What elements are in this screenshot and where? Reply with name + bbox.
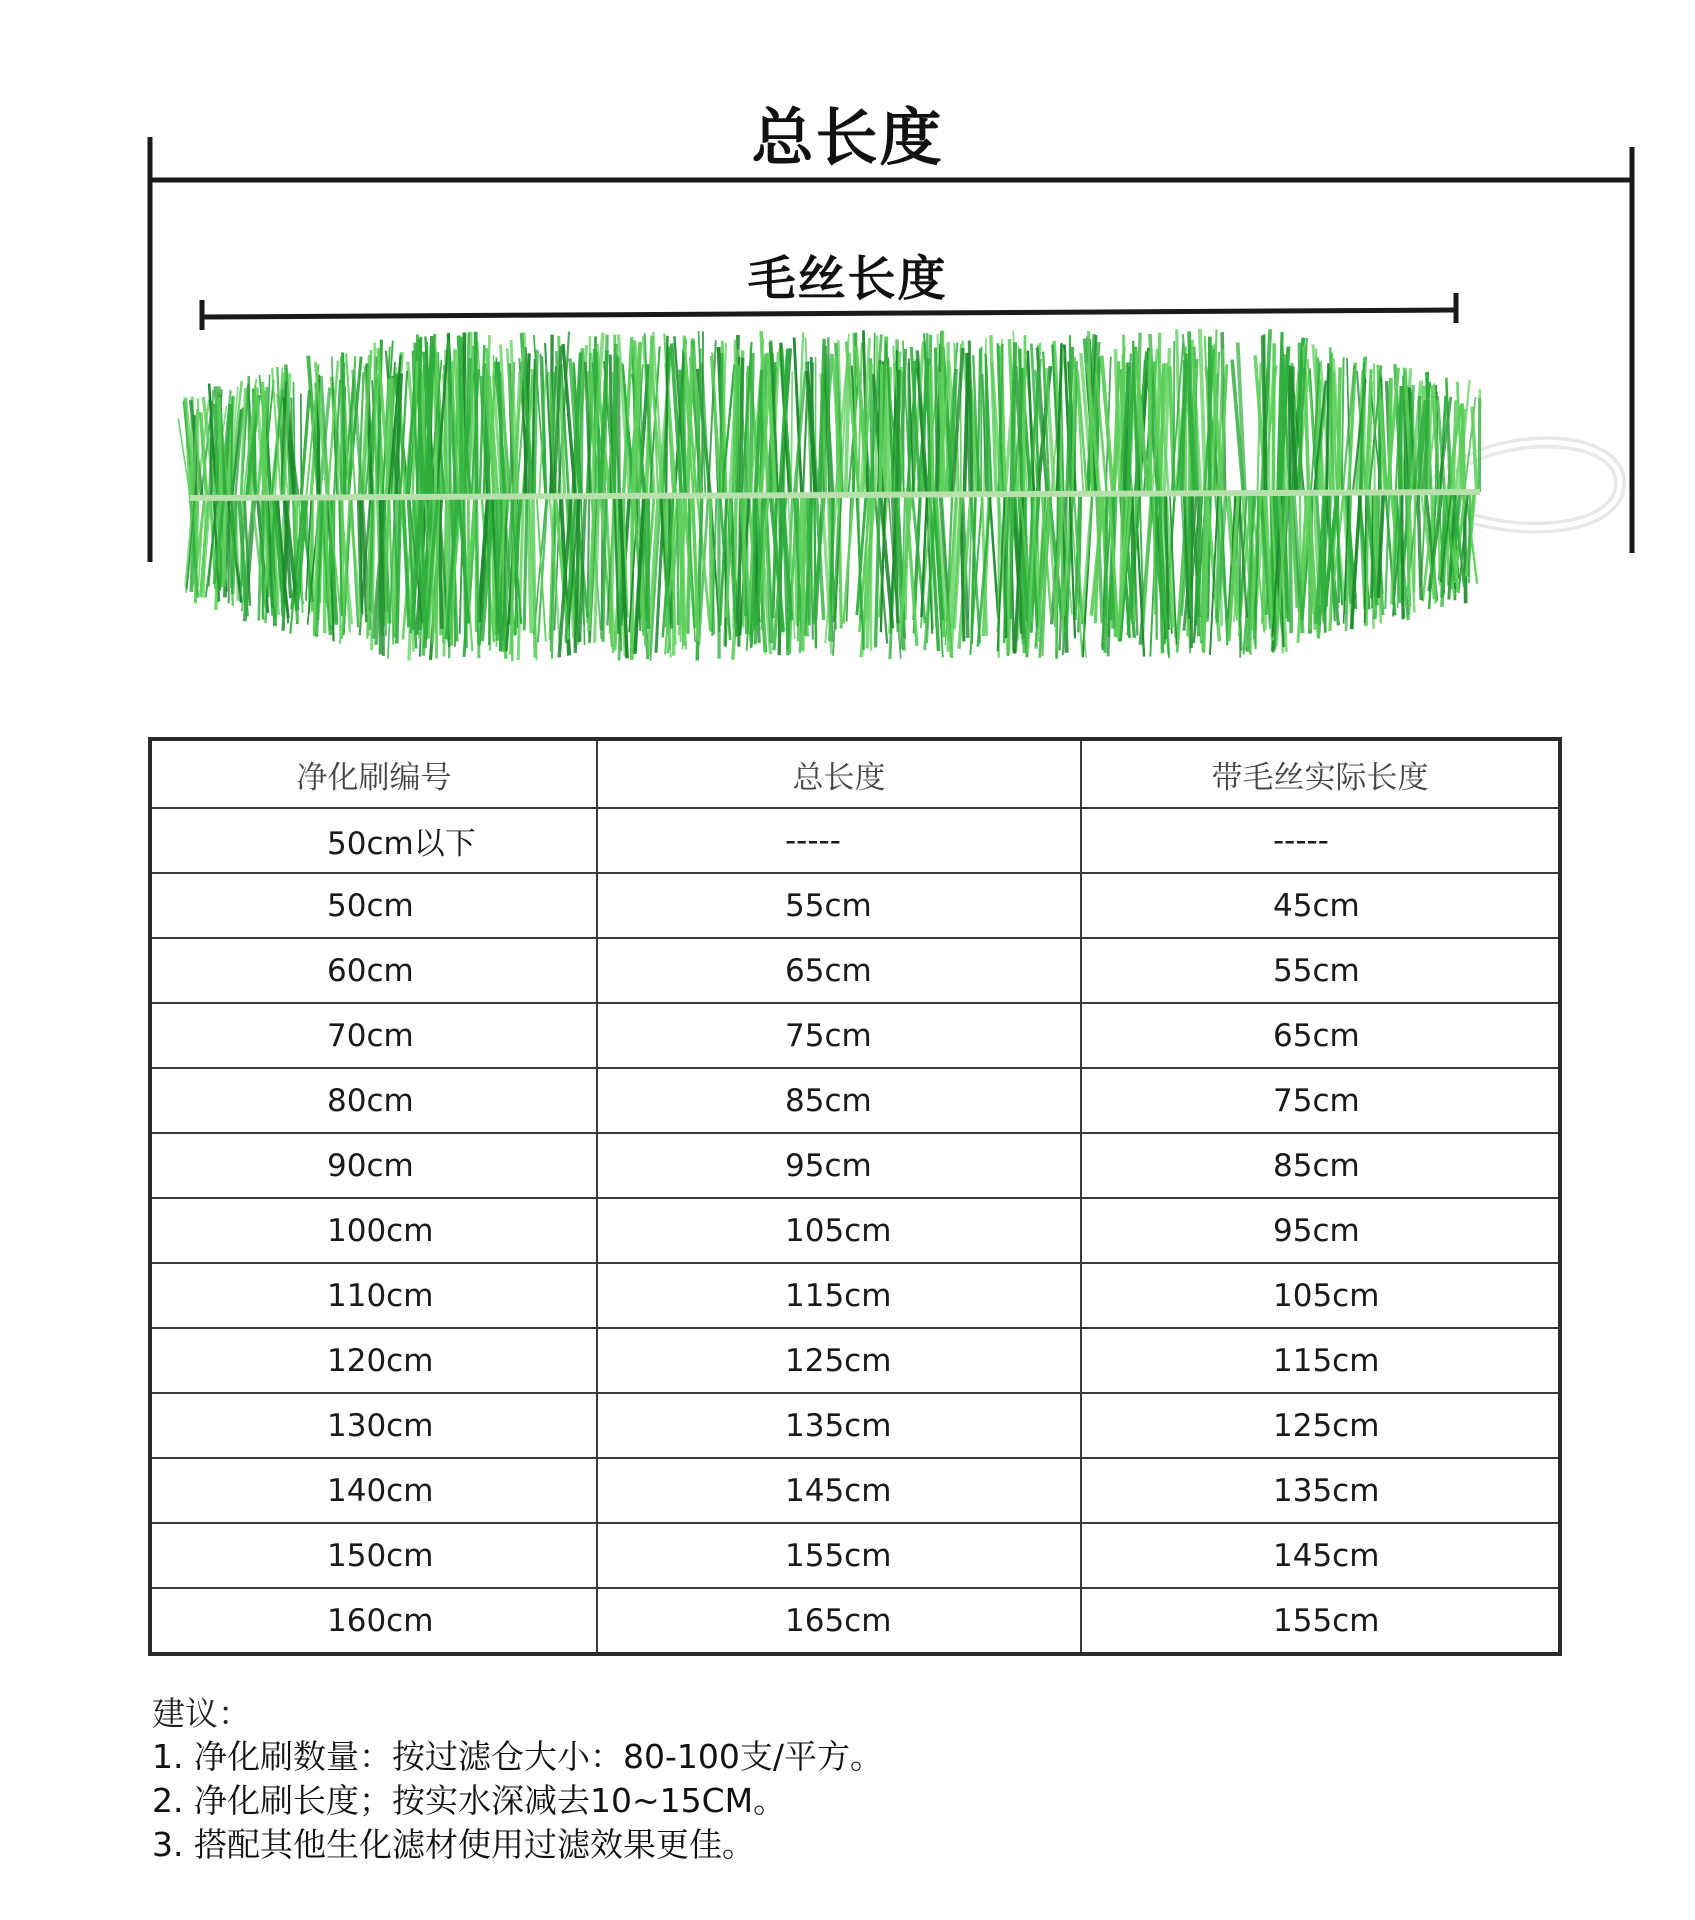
cell-total: 125cm	[597, 1328, 1081, 1393]
table-row	[150, 938, 1560, 1003]
cell-total: 75cm	[597, 1003, 1081, 1068]
cell-model: 140cm	[150, 1458, 597, 1523]
cell-actual: 125cm	[1081, 1393, 1560, 1458]
bristle-strand	[1327, 363, 1328, 493]
bristle-strand	[619, 357, 620, 496]
bristle-length-line	[202, 310, 1456, 317]
cell-actual: 95cm	[1081, 1198, 1560, 1263]
bristle-strand	[1105, 494, 1107, 653]
header-total-length: 总长度	[597, 739, 1081, 808]
bristle-strand	[734, 340, 735, 496]
bristle-strand	[524, 496, 527, 630]
total-length-label: 总长度	[751, 101, 944, 174]
cell-total: 55cm	[597, 873, 1081, 938]
bristle-strand	[880, 364, 882, 495]
cell-model: 50cm	[150, 873, 597, 938]
bristle-strand	[1338, 493, 1339, 603]
bristle-strand	[1142, 494, 1151, 636]
bristle-strand	[739, 495, 741, 646]
cell-total: 135cm	[597, 1393, 1081, 1458]
bristle-strand	[1300, 343, 1301, 493]
bristle-strand	[343, 353, 345, 498]
bristle-strand	[1024, 335, 1025, 494]
cell-actual: 85cm	[1081, 1133, 1560, 1198]
cell-total: 85cm	[597, 1068, 1081, 1133]
cell-total: -----	[597, 808, 1081, 873]
bristle-strand	[844, 495, 854, 624]
table-row	[150, 1198, 1560, 1263]
bristle-strand	[931, 366, 933, 495]
table-header-row	[150, 739, 1560, 808]
table-row	[150, 1393, 1560, 1458]
table-row	[150, 808, 1560, 873]
table-row	[150, 873, 1560, 938]
cell-actual: 75cm	[1081, 1068, 1560, 1133]
table-row	[150, 1003, 1560, 1068]
cell-model: 70cm	[150, 1003, 597, 1068]
table-row	[150, 1458, 1560, 1523]
bristle-strand	[990, 494, 999, 618]
cell-total: 145cm	[597, 1458, 1081, 1523]
cell-model: 150cm	[150, 1523, 597, 1588]
bristle-strand	[1402, 492, 1403, 619]
table-row	[150, 1328, 1560, 1393]
cell-actual: 145cm	[1081, 1523, 1560, 1588]
cell-total: 95cm	[597, 1133, 1081, 1198]
recommendation-item: 2. 净化刷长度；按实水深减去10~15CM。	[152, 1781, 787, 1820]
table-row	[150, 1068, 1560, 1133]
cell-actual: 155cm	[1081, 1588, 1560, 1654]
bristle-length-label: 毛丝长度	[747, 251, 948, 307]
bristle-strand	[711, 496, 712, 632]
bristle-strand	[231, 397, 232, 498]
cell-actual: 115cm	[1081, 1328, 1560, 1393]
recommendations-title: 建议：	[152, 1694, 251, 1733]
cell-model: 80cm	[150, 1068, 597, 1133]
cell-actual: 45cm	[1081, 873, 1560, 938]
table-row	[150, 1133, 1560, 1198]
bristle-strand	[383, 497, 384, 656]
cell-actual: 55cm	[1081, 938, 1560, 1003]
table-row	[150, 1588, 1560, 1654]
bristle-strand	[1209, 337, 1210, 494]
cell-total: 115cm	[597, 1263, 1081, 1328]
bristle-strand	[897, 370, 899, 495]
bristle-strand	[1414, 492, 1415, 592]
cell-model: 120cm	[150, 1328, 597, 1393]
cell-actual: 105cm	[1081, 1263, 1560, 1328]
cell-total: 65cm	[597, 938, 1081, 1003]
cell-model: 90cm	[150, 1133, 597, 1198]
table-row	[150, 1523, 1560, 1588]
recommendation-item: 1. 净化刷数量：按过滤仓大小：80-100支/平方。	[152, 1737, 883, 1776]
cell-model: 130cm	[150, 1393, 597, 1458]
cell-model: 100cm	[150, 1198, 597, 1263]
brush-diagram	[0, 0, 1695, 700]
bristle-strand	[1472, 407, 1477, 492]
cell-total: 105cm	[597, 1198, 1081, 1263]
bristle-strand	[1479, 389, 1480, 492]
bristle-strand	[1183, 360, 1184, 494]
recommendation-item: 3. 搭配其他生化滤材使用过滤效果更佳。	[152, 1825, 755, 1864]
cell-total: 165cm	[597, 1588, 1081, 1654]
bristle-strand	[1469, 492, 1470, 583]
bristle-strand	[791, 371, 792, 495]
cell-actual: 135cm	[1081, 1458, 1560, 1523]
bristle-strand	[1462, 403, 1464, 492]
bristle-strand	[803, 495, 804, 651]
table-row	[150, 1263, 1560, 1328]
bristle-strand	[476, 332, 477, 497]
bristle-strand	[1418, 492, 1421, 600]
cell-actual: 65cm	[1081, 1003, 1560, 1068]
bristle-strand	[1011, 494, 1012, 619]
bristle-strand	[1256, 493, 1259, 649]
cell-actual: -----	[1081, 808, 1560, 873]
bristle-strand	[1020, 349, 1022, 494]
cell-total: 155cm	[597, 1523, 1081, 1588]
size-table	[148, 737, 1562, 1656]
bristle-strand	[666, 336, 667, 496]
header-model: 净化刷编号	[150, 739, 597, 808]
recommendations	[152, 1693, 1552, 1867]
cell-model: 160cm	[150, 1588, 597, 1654]
bristle-strand	[219, 397, 221, 498]
bristle-strand	[375, 343, 377, 498]
cell-model: 50cm以下	[150, 808, 597, 873]
bristle-strand	[1342, 357, 1344, 492]
header-actual-length: 带毛丝实际长度	[1081, 739, 1560, 808]
bristle-strand	[1191, 493, 1192, 648]
bristle-strand	[1082, 494, 1092, 622]
cell-model: 60cm	[150, 938, 597, 1003]
bristle-strand	[1426, 372, 1428, 493]
cell-model: 110cm	[150, 1263, 597, 1328]
filter-brush-image	[150, 318, 1650, 678]
bristle-strand	[1156, 494, 1157, 640]
